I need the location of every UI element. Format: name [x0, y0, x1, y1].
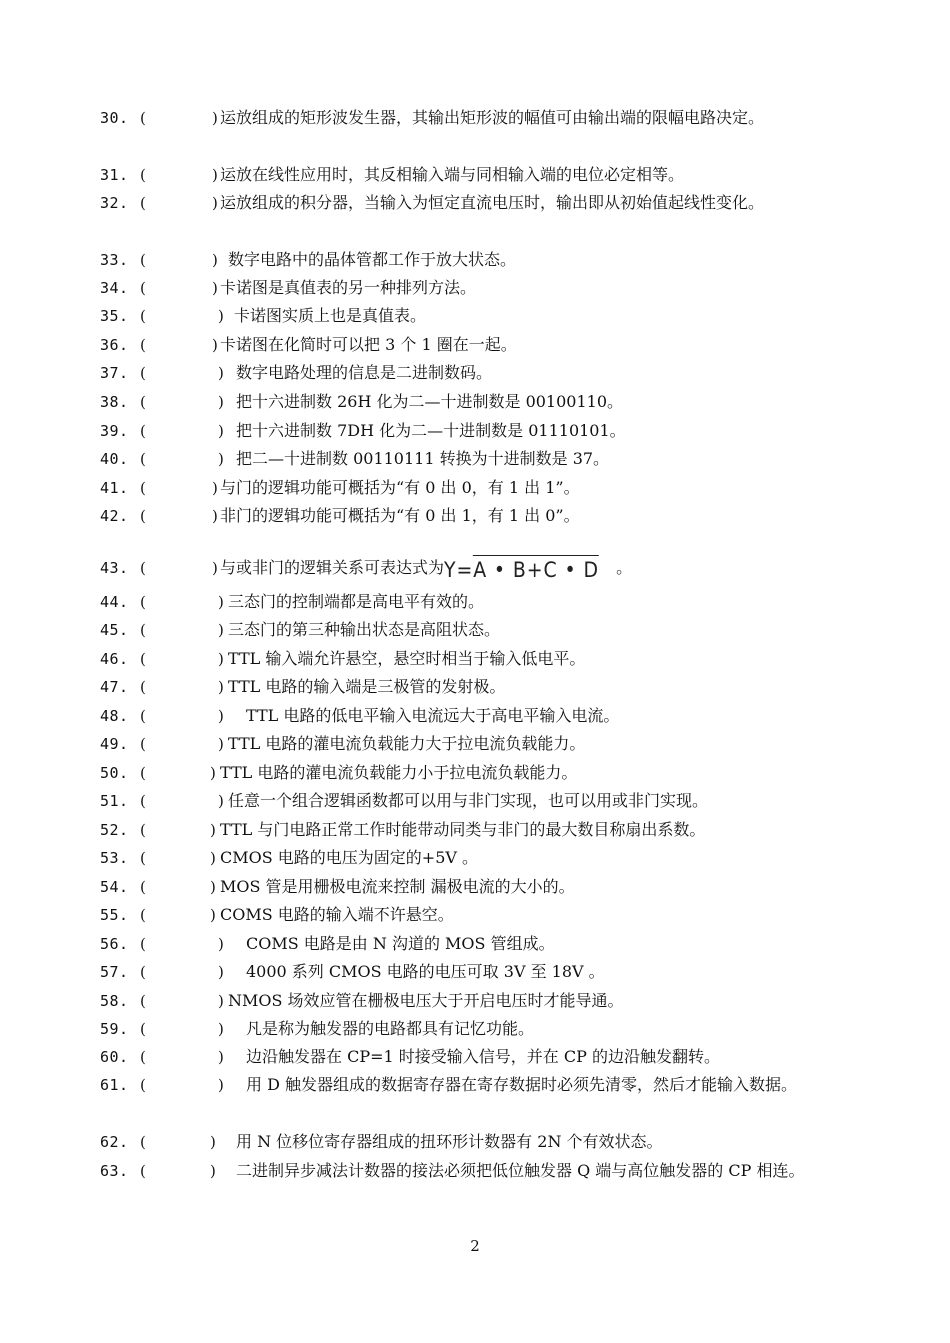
answer-bracket-close: ) — [210, 878, 216, 896]
answer-bracket-close: ) — [218, 707, 224, 725]
answer-bracket-open: ( — [140, 109, 146, 127]
question-item — [100, 588, 860, 616]
answer-bracket-close: ) — [212, 194, 218, 212]
question-item — [100, 616, 860, 644]
question-number: 51. — [100, 792, 129, 810]
formula-lhs: Y= — [444, 558, 474, 582]
question-text: 数字电路处理的信息是二进制数码。 — [236, 363, 493, 382]
question-item — [100, 359, 860, 387]
question-item — [100, 189, 860, 245]
answer-bracket-open: ( — [140, 650, 146, 668]
question-item — [100, 930, 860, 958]
question-item — [100, 645, 860, 673]
answer-bracket-open: ( — [140, 878, 146, 896]
question-item — [100, 673, 860, 701]
answer-bracket-close: ) — [218, 307, 224, 325]
question-text — [220, 554, 632, 582]
question-number: 60. — [100, 1048, 129, 1066]
question-item — [100, 161, 860, 189]
question-item — [100, 104, 860, 160]
answer-bracket-close: ) — [212, 166, 218, 184]
question-item — [100, 331, 860, 359]
question-item — [100, 844, 860, 872]
answer-bracket-open: ( — [140, 821, 146, 839]
question-number: 32. — [100, 194, 129, 212]
question-text: COMS 电路是由 N 沟道的 MOS 管组成。 — [246, 934, 555, 953]
question-number: 37. — [100, 364, 129, 382]
answer-bracket-close: ) — [218, 422, 224, 440]
question-text: 二进制异步减法计数器的接法必须把低位触发器 Q 端与高位触发器的 CP 相连。 — [236, 1161, 805, 1180]
answer-bracket-close: ) — [218, 992, 224, 1010]
question-number: 36. — [100, 336, 129, 354]
answer-bracket-open: ( — [140, 593, 146, 611]
answer-bracket-open: ( — [140, 422, 146, 440]
answer-bracket-open: ( — [140, 559, 146, 577]
answer-bracket-close: ) — [218, 364, 224, 382]
question-item — [100, 1157, 860, 1213]
answer-bracket-close: ) — [212, 559, 218, 577]
answer-bracket-open: ( — [140, 764, 146, 782]
question-number: 41. — [100, 479, 129, 497]
question-number: 53. — [100, 849, 129, 867]
answer-bracket-close: ) — [210, 1133, 216, 1151]
answer-bracket-open: ( — [140, 935, 146, 953]
question-number: 50. — [100, 764, 129, 782]
question-item — [100, 702, 860, 730]
page-number: 2 — [470, 1237, 480, 1255]
answer-bracket-close: ) — [210, 1162, 216, 1180]
question-number: 33. — [100, 251, 129, 269]
question-item — [100, 816, 860, 844]
question-number: 35. — [100, 307, 129, 325]
answer-bracket-close: ) — [218, 963, 224, 981]
answer-bracket-open: ( — [140, 479, 146, 497]
question-text: NMOS 场效应管在栅极电压大于开启电压时才能导通。 — [228, 991, 624, 1010]
question-text: COMS 电路的输入端不许悬空。 — [220, 905, 454, 924]
question-text: TTL 电路的输入端是三极管的发射极。 — [228, 677, 506, 696]
question-text: 4000 系列 CMOS 电路的电压可取 3V 至 18V 。 — [246, 962, 605, 981]
answer-bracket-close: ) — [210, 849, 216, 867]
question-number: 52. — [100, 821, 129, 839]
question-text: 三态门的控制端都是高电平有效的。 — [228, 592, 485, 611]
question-number: 30. — [100, 109, 129, 127]
answer-bracket-close: ) — [210, 906, 216, 924]
answer-bracket-close: ) — [218, 735, 224, 753]
question-item — [100, 554, 860, 586]
question-text: 运放组成的积分器，当输入为恒定直流电压时，输出即从初始值起线性变化。 — [220, 193, 765, 212]
question-number: 40. — [100, 450, 129, 468]
answer-bracket-close: ) — [212, 336, 218, 354]
answer-bracket-open: ( — [140, 194, 146, 212]
answer-bracket-open: ( — [140, 1133, 146, 1151]
answer-bracket-close: ) — [218, 1076, 224, 1094]
formula-overbar-expression: A • B+C • D — [473, 555, 599, 582]
answer-bracket-open: ( — [140, 450, 146, 468]
answer-bracket-open: ( — [140, 1076, 146, 1094]
question-item — [100, 274, 860, 302]
question-number: 34. — [100, 279, 129, 297]
question-number: 49. — [100, 735, 129, 753]
answer-bracket-open: ( — [140, 279, 146, 297]
question-item — [100, 958, 860, 986]
answer-bracket-close: ) — [218, 678, 224, 696]
question-item — [100, 246, 860, 274]
question-text: 把十六进制数 26H 化为二—十进制数是 00100110。 — [236, 392, 624, 411]
question-item — [100, 1128, 860, 1156]
question-text: 把十六进制数 7DH 化为二—十进制数是 01110101。 — [236, 421, 626, 440]
question-number: 62. — [100, 1133, 129, 1151]
question-text: 凡是称为触发器的电路都具有记忆功能。 — [246, 1019, 535, 1038]
question-number: 46. — [100, 650, 129, 668]
answer-bracket-open: ( — [140, 1048, 146, 1066]
answer-bracket-close: ) — [212, 507, 218, 525]
question-item — [100, 730, 860, 758]
question-text: 卡诺图在化简时可以把 3 个 1 圈在一起。 — [220, 335, 517, 354]
question-item — [100, 388, 860, 416]
question-text: 三态门的第三种输出状态是高阻状态。 — [228, 620, 501, 639]
answer-bracket-close: ) — [218, 792, 224, 810]
answer-bracket-close: ) — [212, 251, 218, 269]
question-text: TTL 电路的灌电流负载能力小于拉电流负载能力。 — [220, 763, 578, 782]
answer-bracket-open: ( — [140, 621, 146, 639]
question-item — [100, 417, 860, 445]
question-item — [100, 1043, 860, 1071]
answer-bracket-open: ( — [140, 963, 146, 981]
answer-bracket-open: ( — [140, 678, 146, 696]
answer-bracket-close: ) — [212, 479, 218, 497]
answer-bracket-close: ) — [218, 450, 224, 468]
answer-bracket-close: ) — [212, 109, 218, 127]
answer-bracket-close: ) — [218, 935, 224, 953]
answer-bracket-open: ( — [140, 735, 146, 753]
question-text: TTL 电路的灌电流负载能力大于拉电流负载能力。 — [228, 734, 586, 753]
answer-bracket-open: ( — [140, 1162, 146, 1180]
question-number: 54. — [100, 878, 129, 896]
answer-bracket-open: ( — [140, 1020, 146, 1038]
question-text: TTL 与门电路正常工作时能带动同类与非门的最大数目称扇出系数。 — [220, 820, 706, 839]
question-number: 63. — [100, 1162, 129, 1180]
question-text: MOS 管是用栅极电流来控制 漏极电流的大小的。 — [220, 877, 575, 896]
question-text: 用 N 位移位寄存器组成的扭环形计数器有 2N 个有效状态。 — [236, 1132, 663, 1151]
answer-bracket-close: ) — [212, 279, 218, 297]
question-number: 47. — [100, 678, 129, 696]
question-item — [100, 1015, 860, 1043]
question-number: 42. — [100, 507, 129, 525]
question-text: 把二—十进制数 00110111 转换为十进制数是 37。 — [236, 449, 610, 468]
question-item — [100, 502, 860, 530]
question-number: 44. — [100, 593, 129, 611]
question-text: TTL 输入端允许悬空，悬空时相当于输入低电平。 — [228, 649, 586, 668]
answer-bracket-close: ) — [210, 764, 216, 782]
question-item — [100, 987, 860, 1015]
question-text: CMOS 电路的电压为固定的+5V 。 — [220, 848, 479, 867]
question-item — [100, 873, 860, 901]
answer-bracket-close: ) — [218, 1020, 224, 1038]
answer-bracket-close: ) — [210, 821, 216, 839]
question-number: 48. — [100, 707, 129, 725]
question-item — [100, 1071, 860, 1127]
question-text: 与门的逻辑功能可概括为“有 0 出 0，有 1 出 1”。 — [220, 478, 580, 497]
question-item — [100, 474, 860, 502]
answer-bracket-close: ) — [218, 621, 224, 639]
question-item — [100, 445, 860, 473]
answer-bracket-open: ( — [140, 307, 146, 325]
question-number: 45. — [100, 621, 129, 639]
question-number: 59. — [100, 1020, 129, 1038]
answer-bracket-open: ( — [140, 849, 146, 867]
answer-bracket-open: ( — [140, 507, 146, 525]
logic-formula — [444, 559, 599, 581]
question-text: 任意一个组合逻辑函数都可以用与非门实现，也可以用或非门实现。 — [228, 791, 709, 810]
answer-bracket-open: ( — [140, 992, 146, 1010]
question-text-lead: 与或非门的逻辑关系可表达式为 — [220, 558, 445, 577]
question-number: 55. — [100, 906, 129, 924]
answer-bracket-open: ( — [140, 166, 146, 184]
answer-bracket-close: ) — [218, 1048, 224, 1066]
question-item — [100, 759, 860, 787]
answer-bracket-open: ( — [140, 792, 146, 810]
question-text-tail: 。 — [616, 558, 633, 577]
question-text: 非门的逻辑功能可概括为“有 0 出 1，有 1 出 0”。 — [220, 506, 580, 525]
question-number: 39. — [100, 422, 129, 440]
question-item — [100, 901, 860, 929]
question-text: 边沿触发器在 CP=1 时接受输入信号，并在 CP 的边沿触发翻转。 — [246, 1047, 720, 1066]
question-number: 61. — [100, 1076, 129, 1094]
answer-bracket-open: ( — [140, 393, 146, 411]
answer-bracket-open: ( — [140, 336, 146, 354]
question-number: 58. — [100, 992, 129, 1010]
question-text: 数字电路中的晶体管都工作于放大状态。 — [228, 250, 517, 269]
question-item — [100, 787, 860, 815]
question-number: 38. — [100, 393, 129, 411]
question-text: 卡诺图实质上也是真值表。 — [234, 306, 427, 325]
question-text: 运放在线性应用时，其反相输入端与同相输入端的电位必定相等。 — [220, 165, 685, 184]
question-number: 57. — [100, 963, 129, 981]
question-text: 运放组成的矩形波发生器，其输出矩形波的幅值可由输出端的限幅电路决定。 — [220, 108, 765, 127]
question-item — [100, 302, 860, 330]
question-text: 用 D 触发器组成的数据寄存器在寄存数据时必须先清零，然后才能输入数据。 — [246, 1075, 798, 1094]
answer-bracket-open: ( — [140, 906, 146, 924]
answer-bracket-close: ) — [218, 393, 224, 411]
answer-bracket-open: ( — [140, 364, 146, 382]
answer-bracket-open: ( — [140, 707, 146, 725]
question-number: 56. — [100, 935, 129, 953]
question-number: 43. — [100, 559, 129, 577]
question-text: TTL 电路的低电平输入电流远大于高电平输入电流。 — [246, 706, 620, 725]
answer-bracket-close: ) — [218, 650, 224, 668]
answer-bracket-open: ( — [140, 251, 146, 269]
question-number: 31. — [100, 166, 129, 184]
answer-bracket-close: ) — [218, 593, 224, 611]
question-text: 卡诺图是真值表的另一种排列方法。 — [220, 278, 477, 297]
